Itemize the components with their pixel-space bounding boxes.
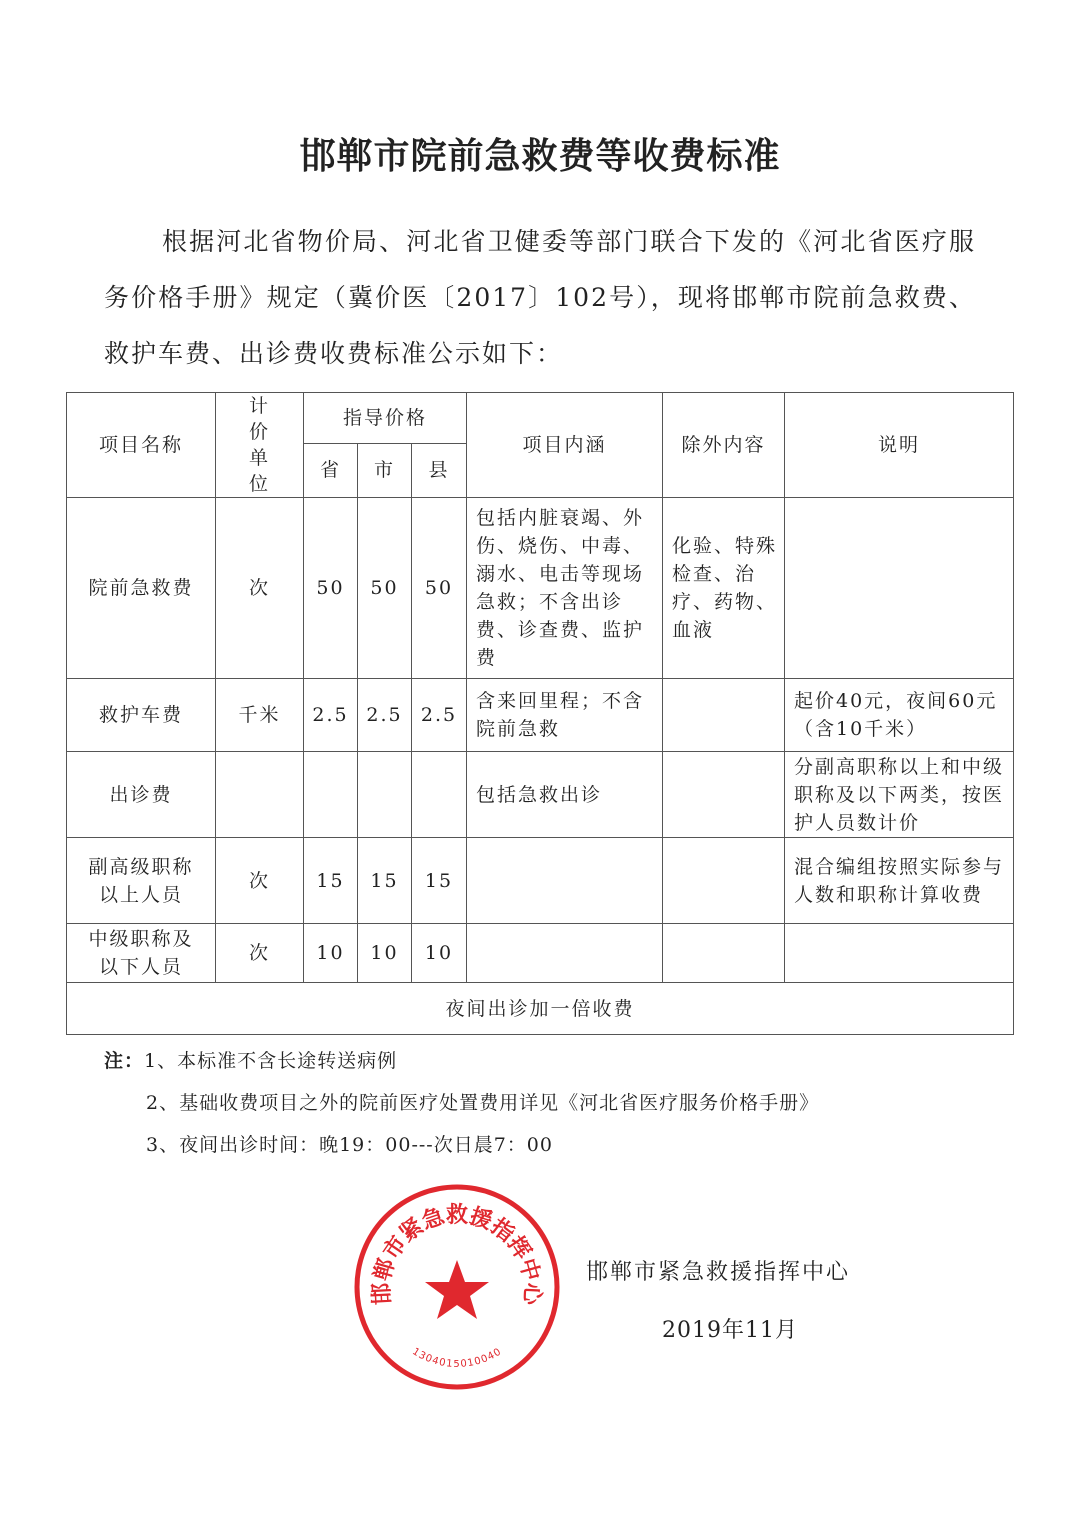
cell-note: 分副高职称以上和中级职称及以下两类，按医护人员数计价: [785, 752, 1014, 838]
cell-name: 院前急救费: [67, 498, 216, 679]
cell-excluded: 化验、特殊检查、治疗、药物、血液: [663, 498, 785, 679]
header-unit: [216, 393, 304, 498]
cell-excluded: [663, 924, 785, 983]
cell-city: 2.5: [358, 679, 412, 752]
cell-unit: 次: [216, 838, 304, 924]
note-item: 2、基础收费项目之外的院前医疗处置费用详见《河北省医疗服务价格手册》: [146, 1092, 820, 1114]
cell-unit: 千米: [216, 679, 304, 752]
cell-content: 包括内脏衰竭、外伤、烧伤、中毒、溺水、电击等现场急救；不含出诊费、诊查费、监护费: [467, 498, 663, 679]
note-item: 3、夜间出诊时间：晚19：00---次日晨7：00: [146, 1134, 553, 1156]
fee-table: [66, 392, 1014, 1035]
table-row: [67, 498, 1014, 679]
cell-county: [412, 752, 467, 838]
header-province: 省: [304, 443, 358, 497]
cell-city: 15: [358, 838, 412, 924]
table-row: [67, 752, 1014, 838]
notes-label: 注：: [104, 1050, 145, 1072]
cell-content: 包括急救出诊: [467, 752, 663, 838]
cell-county: 15: [412, 838, 467, 924]
star-icon: [425, 1260, 489, 1319]
cell-province: 15: [304, 838, 358, 924]
cell-name: 副高级职称以上人员: [67, 838, 216, 924]
cell-note: 混合编组按照实际参与人数和职称计算收费: [785, 838, 1014, 924]
svg-text:1304015010040: 1304015010040: [410, 1346, 504, 1370]
notes: [104, 1040, 819, 1166]
cell-name: 中级职称及以下人员: [67, 924, 216, 983]
header-county: 县: [412, 443, 467, 497]
cell-province: 2.5: [304, 679, 358, 752]
cell-city: [358, 752, 412, 838]
header-guide-price: 指导价格: [304, 393, 467, 444]
document-title: 邯郸市院前急救费等收费标准: [299, 136, 781, 177]
table-row: [67, 838, 1014, 924]
header-city: 市: [358, 443, 412, 497]
cell-province: [304, 752, 358, 838]
cell-excluded: [663, 679, 785, 752]
signature-org: 邯郸市紧急救援指挥中心: [586, 1260, 851, 1285]
cell-city: 10: [358, 924, 412, 983]
cell-content: [467, 838, 663, 924]
cell-province: 50: [304, 498, 358, 679]
table-row: [67, 924, 1014, 983]
cell-note: 起价40元，夜间60元（含10千米）: [785, 679, 1014, 752]
cell-name: 出诊费: [67, 752, 216, 838]
header-unit-label: 计价单位: [248, 395, 270, 495]
table-row: [67, 679, 1014, 752]
cell-county: 10: [412, 924, 467, 983]
note-item: 1、本标准不含长途转送病例: [144, 1050, 398, 1072]
table-footer-note: 夜间出诊加一倍收费: [67, 983, 1014, 1035]
signature-date: 2019年11月: [662, 1318, 798, 1343]
cell-excluded: [663, 838, 785, 924]
official-seal: [350, 1180, 564, 1394]
cell-unit: 次: [216, 924, 304, 983]
intro-paragraph: 根据河北省物价局、河北省卫健委等部门联合下发的《河北省医疗服务价格手册》规定（冀价医〔2017〕102号），现将邯郸市院前急救费、救护车费、出诊费收费标准公示如下：: [104, 227, 976, 368]
cell-city: 50: [358, 498, 412, 679]
cell-county: 50: [412, 498, 467, 679]
svg-text:邯郸市紧急救援指挥中心: 邯郸市紧急救援指挥中心: [369, 1203, 545, 1306]
cell-excluded: [663, 752, 785, 838]
header-note: 说明: [785, 393, 1014, 498]
header-excluded: 除外内容: [663, 393, 785, 498]
cell-note: [785, 498, 1014, 679]
cell-note: [785, 924, 1014, 983]
header-name: 项目名称: [67, 393, 216, 498]
header-content: 项目内涵: [467, 393, 663, 498]
cell-unit: 次: [216, 498, 304, 679]
cell-content: 含来回里程；不含院前急救: [467, 679, 663, 752]
cell-province: 10: [304, 924, 358, 983]
cell-unit: [216, 752, 304, 838]
cell-name: 救护车费: [67, 679, 216, 752]
cell-content: [467, 924, 663, 983]
cell-county: 2.5: [412, 679, 467, 752]
